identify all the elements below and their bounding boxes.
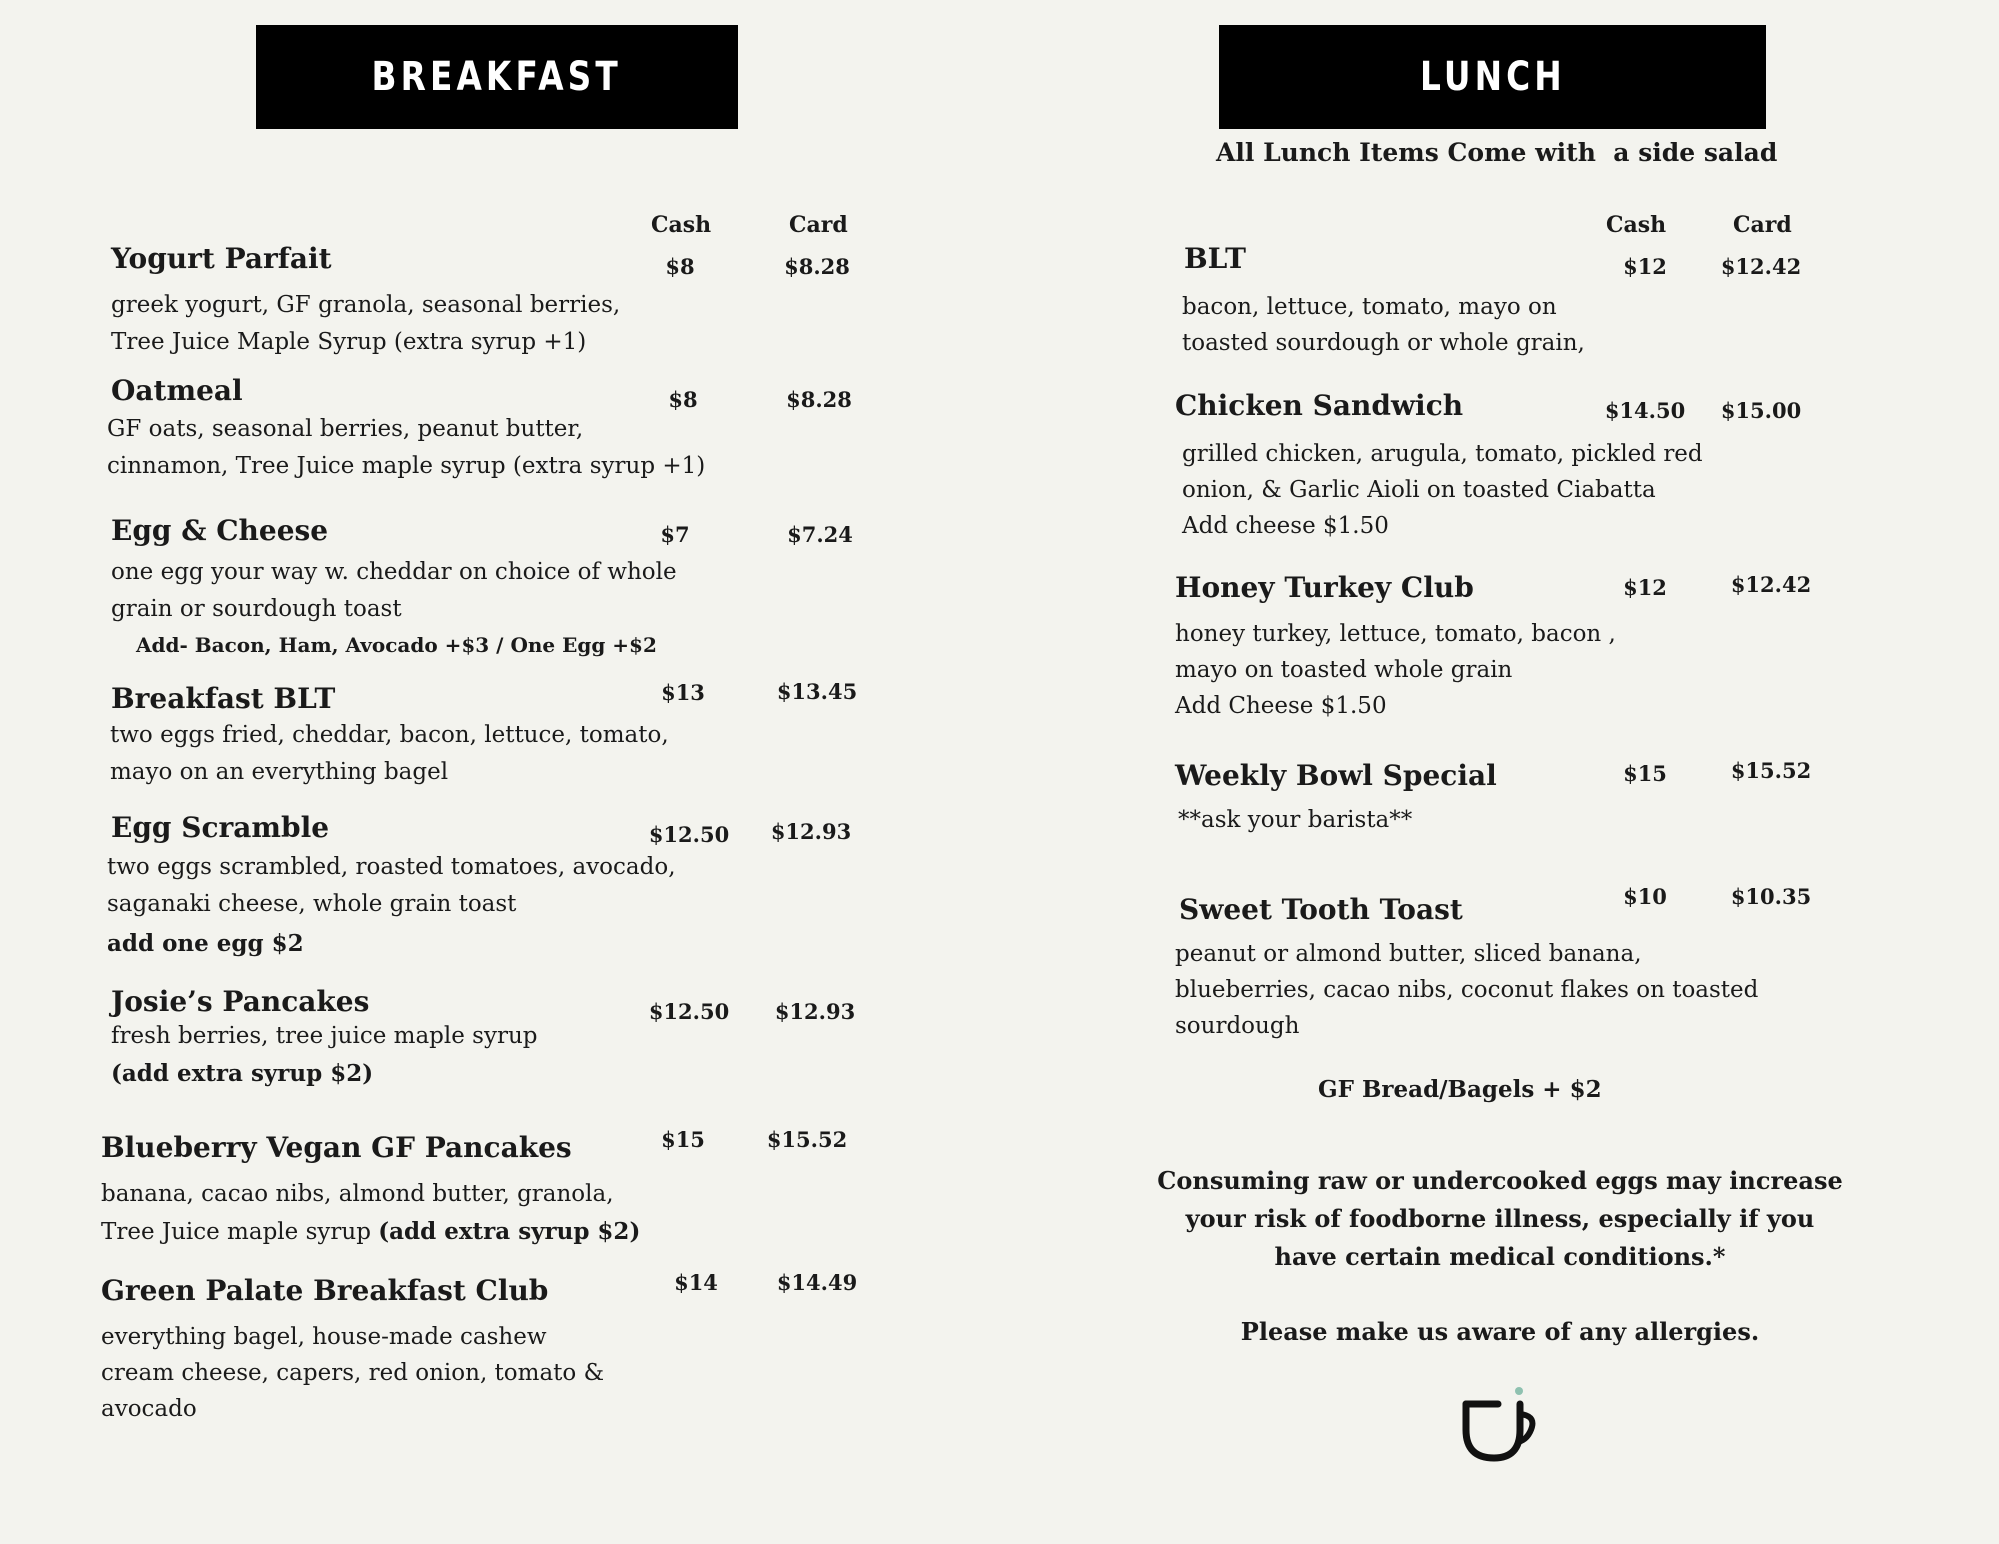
menu-item-description: **ask your barista**	[1178, 807, 1413, 833]
card-price: $12.93	[770, 819, 852, 844]
lunch-subtitle: All Lunch Items Come with a side salad	[1216, 138, 1778, 167]
breakfast-banner	[256, 25, 738, 129]
cash-price: $7	[660, 522, 690, 547]
lunch-cash-header: Cash	[1606, 212, 1667, 238]
menu-item-description: grilled chicken, arugula, tomato, pickled red onion, & Garlic Aioli on toasted Ciabatta Add cheese $1.50	[1182, 441, 1703, 539]
menu-item-addon: add one egg $2	[107, 930, 304, 957]
menu-item-description: everything bagel, house-made cashew cream cheese, capers, red onion, tomato & avocado	[101, 1324, 605, 1422]
cash-price: $12	[1623, 575, 1667, 600]
breakfast-cash-header: Cash	[651, 212, 712, 238]
cash-price: $12	[1623, 254, 1667, 279]
lunch-title: LUNCH	[1419, 54, 1566, 100]
cash-price: $15	[661, 1127, 705, 1152]
card-price: $10.35	[1730, 884, 1812, 909]
card-price: $12.93	[774, 999, 856, 1024]
cash-price: $15	[1623, 761, 1667, 786]
menu-item-name: Yogurt Parfait	[111, 242, 332, 275]
menu-item-name: Egg Scramble	[111, 811, 330, 844]
cash-price: $13	[661, 680, 705, 705]
menu-item-name: Chicken Sandwich	[1175, 389, 1464, 422]
menu-item-name: Josie’s Pancakes	[111, 985, 370, 1018]
card-price: $7.24	[787, 522, 853, 547]
card-price: $15.00	[1720, 398, 1802, 423]
card-price: $8.28	[784, 254, 850, 279]
menu-item-name: Honey Turkey Club	[1175, 571, 1474, 604]
menu-item-name: Sweet Tooth Toast	[1179, 893, 1463, 926]
menu-item-description: banana, cacao nibs, almond butter, granola, Tree Juice maple syrup (add extra syrup $2)	[101, 1181, 641, 1245]
breakfast-title: BREAKFAST	[371, 54, 623, 100]
card-price: $8.28	[786, 387, 852, 412]
menu-item-description: two eggs fried, cheddar, bacon, lettuce, tomato, mayo on an everything bagel	[110, 722, 669, 785]
gf-bread-note: GF Bread/Bagels + $2	[1318, 1076, 1602, 1103]
allergy-note: Please make us aware of any allergies.	[1240, 1317, 1760, 1346]
lunch-card-header: Card	[1733, 212, 1792, 238]
cash-price: $10	[1623, 884, 1667, 909]
card-price: $14.49	[776, 1270, 858, 1295]
menu-item-name: BLT	[1184, 242, 1246, 275]
card-price: $13.45	[776, 679, 858, 704]
breakfast-card-header: Card	[789, 212, 848, 238]
menu-item-description: peanut or almond butter, sliced banana, blueberries, cacao nibs, coconut flakes on toasted sourdough	[1175, 941, 1759, 1039]
cash-price: $14	[674, 1270, 718, 1295]
menu-item-description: two eggs scrambled, roasted tomatoes, avocado, saganaki cheese, whole grain toast	[107, 854, 676, 917]
cash-price: $8	[665, 254, 695, 279]
card-price: $15.52	[1730, 758, 1812, 783]
menu-item-description: one egg your way w. cheddar on choice of whole grain or sourdough toast	[111, 559, 677, 622]
cash-price: $12.50	[648, 999, 730, 1024]
menu-item-description: fresh berries, tree juice maple syrup (add extra syrup $2)	[111, 1023, 538, 1087]
menu-item-name: Green Palate Breakfast Club	[101, 1274, 549, 1307]
cash-price: $8	[668, 387, 698, 412]
menu-item-name: Blueberry Vegan GF Pancakes	[101, 1131, 572, 1164]
coffee-cup-icon	[1458, 1384, 1542, 1464]
menu-item-description: bacon, lettuce, tomato, mayo on toasted sourdough or whole grain,	[1182, 294, 1585, 356]
menu-item-addon: Add- Bacon, Ham, Avocado +$3 / One Egg +$2	[136, 633, 657, 657]
cash-price: $12.50	[648, 822, 730, 847]
menu-item-name: Breakfast BLT	[111, 682, 336, 715]
menu-item-name: Oatmeal	[111, 374, 243, 407]
menu-item-name: Egg & Cheese	[111, 514, 329, 547]
card-price: $15.52	[766, 1127, 848, 1152]
menu-item-description: honey turkey, lettuce, tomato, bacon , mayo on toasted whole grain Add Cheese $1.50	[1175, 621, 1616, 719]
card-price: $12.42	[1720, 254, 1802, 279]
menu-item-description: GF oats, seasonal berries, peanut butter, cinnamon, Tree Juice maple syrup (extra syrup +1)	[107, 416, 706, 479]
menu-item-description: greek yogurt, GF granola, seasonal berries, Tree Juice Maple Syrup (extra syrup +1)	[111, 292, 621, 355]
food-safety-warning: Consuming raw or undercooked eggs may increase your risk of foodborne illness, especially if you have certain medical conditions.*	[1157, 1166, 1843, 1271]
lunch-banner	[1219, 25, 1766, 129]
logo-accent-dot	[1515, 1387, 1523, 1395]
cash-price: $14.50	[1604, 398, 1686, 423]
card-price: $12.42	[1730, 572, 1812, 597]
menu-item-name: Weekly Bowl Special	[1175, 759, 1497, 792]
